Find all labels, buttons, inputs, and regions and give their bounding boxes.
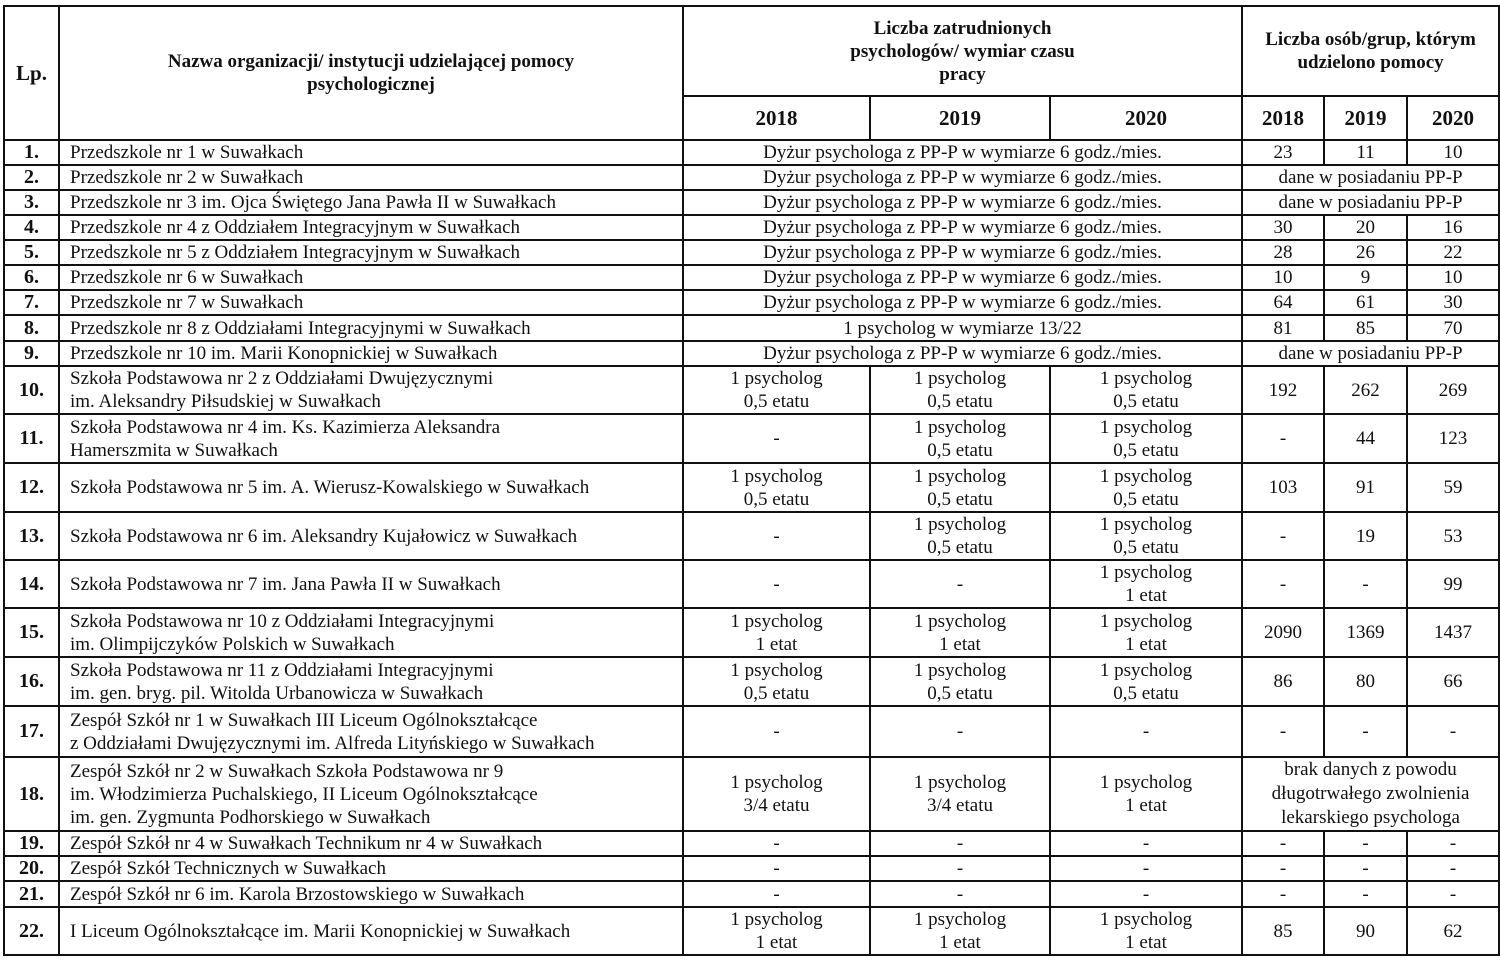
institution-name-line: Szkoła Podstawowa nr 7 im. Jana Pawła II w Suwałkach [70,573,501,595]
institution-name [59,366,683,414]
psychologist-line: 1 psycholog [913,514,1007,535]
institution-name-line: Szkoła Podstawowa nr 4 im. Ks. Kazimierza Aleksandra [70,416,501,438]
psychologist-line: - [956,883,964,905]
row-number: 7. [4,290,59,315]
persons-2020: 269 [1407,366,1499,414]
persons-2020: 62 [1407,907,1499,955]
persons-note-line: długotrwałego zwolnienia [1271,783,1470,804]
psychologist-line: 0,5 etatu [927,682,993,704]
persons-2019: 20 [1324,215,1407,240]
table-body [4,140,1499,955]
psychologist-line: 1 psycholog [730,368,823,389]
institution-name-line: im. gen. Zygmunta Podhorskiego w Suwałkach [70,806,431,828]
persons-2019: - [1324,831,1407,856]
persons-2018: 10 [1242,265,1324,290]
persons-2018: - [1242,856,1324,881]
institution-name [59,265,683,290]
institution-name-line: im. Olimpijczyków Polskich w Suwałkach [70,633,395,655]
persons-2019: 90 [1324,907,1407,955]
psychologist-line: 1 psycholog [913,909,1007,930]
psychologist-line: 1 psycholog [730,610,823,632]
psychologist-line: - [1142,721,1150,742]
psychologist-2020 [1050,512,1242,560]
table-row [4,831,1499,856]
table-row [4,907,1499,955]
persons-2020: 53 [1407,512,1499,560]
psychologist-2020 [1050,414,1242,463]
row-number: 8. [4,315,59,341]
psychologist-line: 0,5 etatu [1113,488,1179,510]
psychologist-line: 0,5 etatu [1113,391,1179,412]
psychologist-2018 [683,657,870,706]
persons-2019: 1369 [1324,608,1407,657]
psychologist-2018 [683,881,870,907]
table-row [4,240,1499,265]
psychologist-2018 [683,512,870,560]
psychologist-2020 [1050,706,1242,757]
institution-name-line: Przedszkole nr 10 im. Marii Konopnickiej w Suwałkach [70,343,498,364]
institution-name [59,608,683,657]
persons-2020: - [1407,856,1499,881]
psychologist-2020 [1050,907,1242,955]
psychologist-line: 0,5 etatu [927,537,993,558]
psychologist-line: - [956,858,964,879]
row-number: 22. [4,907,59,955]
psychologist-2019 [870,881,1050,907]
row-number: 6. [4,265,59,290]
persons-2018: 192 [1242,366,1324,414]
psychologist-duty: Dyżur psychologa z PP-P w wymiarze 6 godz./mies. [683,341,1242,366]
psychologist-2020 [1050,608,1242,657]
institution-name [59,831,683,856]
psychologist-duty: Dyżur psychologa z PP-P w wymiarze 6 godz./mies. [683,140,1242,165]
psychologist-line: 1 etat [939,633,981,655]
psychologist-2019 [870,856,1050,881]
psychologist-line: 1 psycholog [913,659,1007,681]
persons-2020: 123 [1407,414,1499,463]
psychologist-2019 [870,608,1050,657]
table-row [4,706,1499,757]
psychologist-2020 [1050,366,1242,414]
psychologist-2018 [683,831,870,856]
psychologist-duty: Dyżur psychologa z PP-P w wymiarze 6 godz./mies. [683,240,1242,265]
persons-2020: 22 [1407,240,1499,265]
persons-2018: - [1242,512,1324,560]
institution-name-line: im. Włodzimierza Puchalskiego, II Liceum Ogólnokształcące [70,783,538,805]
psychologist-line: - [773,883,780,905]
institution-name-line: Zespół Szkół nr 4 w Suwałkach Technikum nr 4 w Suwałkach [70,833,543,854]
psychologist-2020 [1050,757,1242,831]
persons-2019: 91 [1324,463,1407,512]
psychologist-line: 1 psycholog [1099,562,1193,583]
psychologist-line: - [1142,858,1150,879]
persons-2019: 19 [1324,512,1407,560]
psychologist-2018 [683,366,870,414]
institution-name [59,290,683,315]
psychologist-line: 0,5 etatu [743,682,810,704]
institution-name [59,341,683,366]
psychologist-line: 0,5 etatu [927,488,993,510]
psychologist-2018 [683,706,870,757]
psychologist-line: 1 etat [1125,633,1167,655]
row-number: 9. [4,341,59,366]
row-number: 20. [4,856,59,881]
header-persons: Liczba osób/grup, którym udzielono pomocy [1242,6,1499,96]
psychologist-2018 [683,856,870,881]
persons-note: dane w posiadaniu PP-P [1242,165,1499,190]
psychologist-line: 0,5 etatu [743,488,810,510]
row-number: 2. [4,165,59,190]
row-number: 11. [4,414,59,463]
institution-name [59,512,683,560]
table-row [4,140,1499,165]
institution-name-line: Przedszkole nr 5 z Oddziałem Integracyjnym w Suwałkach [70,242,521,263]
institution-name-line: Zespół Szkół Technicznych w Suwałkach [70,858,386,879]
persons-2019: 61 [1324,290,1407,315]
table-row [4,290,1499,315]
table-row [4,341,1499,366]
psychologist-line: 1 psycholog [730,659,823,681]
institution-name [59,560,683,608]
psychologist-2018 [683,463,870,512]
institution-name-line: Przedszkole nr 8 z Oddziałami Integracyjnymi w Suwałkach [70,317,531,339]
psychologists-table [3,5,1500,956]
persons-2018: 81 [1242,315,1324,341]
psychologist-duty: Dyżur psychologa z PP-P w wymiarze 6 godz./mies. [683,265,1242,290]
institution-name-line: Szkoła Podstawowa nr 11 z Oddziałami Integracyjnymi [70,659,494,681]
institution-name [59,706,683,757]
psychologist-line: 0,5 etatu [927,391,993,412]
psychologist-line: 1 etat [1125,795,1167,816]
psychologist-line: 1 psycholog [730,772,823,793]
institution-name-line: I Liceum Ogólnokształcące im. Marii Konopnickiej w Suwałkach [70,920,571,942]
institution-name [59,414,683,463]
row-number: 18. [4,757,59,831]
psychologist-line: 0,5 etatu [927,439,993,461]
psychologist-line: - [1142,833,1150,854]
psychologist-2019 [870,463,1050,512]
psychologist-line: - [1142,883,1150,905]
persons-2020: - [1407,831,1499,856]
persons-2018: 86 [1242,657,1324,706]
persons-2020: - [1407,881,1499,907]
table-row [4,265,1499,290]
persons-2019: 9 [1324,265,1407,290]
persons-2018: - [1242,831,1324,856]
institution-name [59,315,683,341]
psychologist-line: - [956,721,964,742]
persons-2018: 85 [1242,907,1324,955]
persons-2019: 44 [1324,414,1407,463]
psychologist-duty: Dyżur psychologa z PP-P w wymiarze 6 godz./mies. [683,165,1242,190]
institution-name-line: im. Aleksandry Piłsudskiej w Suwałkach [70,391,381,412]
persons-2019: 80 [1324,657,1407,706]
institution-name [59,907,683,955]
persons-2020: 10 [1407,265,1499,290]
persons-2020: 99 [1407,560,1499,608]
persons-2020: 66 [1407,657,1499,706]
psychologist-line: - [773,858,780,879]
psychologist-line: 1 psycholog [913,416,1007,438]
header-psych-2020: 2020 [1050,96,1242,140]
row-number: 1. [4,140,59,165]
psychologist-line: - [773,833,780,854]
header-psych-2018: 2018 [683,96,870,140]
persons-2019: - [1324,856,1407,881]
psychologist-2018 [683,907,870,955]
institution-name-line: Przedszkole nr 1 w Suwałkach [70,142,304,163]
institution-name [59,240,683,265]
table-row [4,856,1499,881]
psychologist-line: 1 psycholog [1099,514,1193,535]
institution-name [59,463,683,512]
institution-name-line: Przedszkole nr 3 im. Ojca Świętego Jana Pawła II w Suwałkach [70,192,556,213]
institution-name [59,190,683,215]
institution-name [59,657,683,706]
header-persons-2018: 2018 [1242,96,1324,140]
psychologist-line: 1 psycholog [913,465,1007,487]
table-row [4,881,1499,907]
table-row [4,190,1499,215]
persons-2018: 23 [1242,140,1324,165]
psychologist-line: 1 etat [1125,585,1167,606]
header-persons-2020: 2020 [1407,96,1499,140]
institution-name-line: Szkoła Podstawowa nr 2 z Oddziałami Dwujęzycznymi [70,368,494,389]
institution-name [59,165,683,190]
persons-note: dane w posiadaniu PP-P [1242,190,1499,215]
header-lp: Lp. [4,6,59,140]
table-row [4,463,1499,512]
persons-2020: 10 [1407,140,1499,165]
psychologist-line: - [773,428,780,449]
psychologist-duty: Dyżur psychologa z PP-P w wymiarze 6 godz./mies. [683,190,1242,215]
persons-2019: 11 [1324,140,1407,165]
institution-name-line: z Oddziałami Dwujęzycznymi im. Alfreda Lityńskiego w Suwałkach [70,732,595,754]
psychologist-2020 [1050,856,1242,881]
row-number: 5. [4,240,59,265]
persons-2020: - [1407,706,1499,757]
psychologist-2019 [870,414,1050,463]
psychologist-line: 1 psycholog [913,610,1007,632]
institution-name-line: Przedszkole nr 2 w Suwałkach [70,167,304,188]
persons-2020: 1437 [1407,608,1499,657]
psychologist-line: 1 psycholog [730,909,823,930]
psychologist-duty: 1 psycholog w wymiarze 13/22 [683,315,1242,341]
row-number: 21. [4,881,59,907]
table-row [4,366,1499,414]
table-row [4,215,1499,240]
psychologist-2019 [870,706,1050,757]
table-row [4,165,1499,190]
table-row [4,512,1499,560]
institution-name-line: Hamerszmita w Suwałkach [70,439,278,461]
persons-2020: 70 [1407,315,1499,341]
psychologist-line: 1 psycholog [1099,610,1193,632]
persons-2019: - [1324,881,1407,907]
psychologist-line: 3/4 etatu [743,795,810,816]
persons-note [1242,757,1499,831]
persons-2018: - [1242,560,1324,608]
row-number: 15. [4,608,59,657]
psychologist-line: 1 psycholog [1099,909,1193,930]
persons-2018: 64 [1242,290,1324,315]
persons-2019: - [1324,706,1407,757]
institution-name [59,757,683,831]
psychologist-line: - [773,721,780,742]
row-number: 17. [4,706,59,757]
row-number: 4. [4,215,59,240]
institution-name-line: Szkoła Podstawowa nr 6 im. Aleksandry Kujałowicz w Suwałkach [70,525,578,547]
table-row [4,757,1499,831]
institution-name [59,856,683,881]
psychologist-duty: Dyżur psychologa z PP-P w wymiarze 6 godz./mies. [683,215,1242,240]
table-row [4,315,1499,341]
row-number: 12. [4,463,59,512]
row-number: 3. [4,190,59,215]
persons-2018: 30 [1242,215,1324,240]
psychologist-line: 3/4 etatu [927,795,993,816]
header-psychologists: Liczba zatrudnionych psychologów/ wymiar czasu pracy [683,6,1242,96]
psychologist-line: 1 psycholog [1099,416,1193,438]
psychologist-line: 1 etat [939,932,981,953]
table-row [4,657,1499,706]
persons-note-line: brak danych z powodu [1284,759,1457,780]
psychologist-2018 [683,757,870,831]
institution-name [59,215,683,240]
psychologist-2020 [1050,560,1242,608]
institution-name [59,881,683,907]
psychologist-line: 0,5 etatu [1113,682,1179,704]
row-number: 19. [4,831,59,856]
psychologist-line: - [773,525,780,547]
institution-name-line: Szkoła Podstawowa nr 5 im. A. Wierusz-Kowalskiego w Suwałkach [70,477,590,498]
psychologist-2020 [1050,881,1242,907]
psychologist-2019 [870,831,1050,856]
persons-2018: - [1242,414,1324,463]
psychologist-line: 0,5 etatu [1113,439,1179,461]
header-persons-2019: 2019 [1324,96,1407,140]
row-number: 13. [4,512,59,560]
psychologist-2019 [870,657,1050,706]
psychologist-2018 [683,560,870,608]
persons-2019: - [1324,560,1407,608]
institution-name-line: Przedszkole nr 4 z Oddziałem Integracyjnym w Suwałkach [70,217,521,238]
persons-2019: 26 [1324,240,1407,265]
psychologist-line: 0,5 etatu [743,391,810,412]
psychologist-line: 1 psycholog [1099,368,1193,389]
institution-name-line: Przedszkole nr 6 w Suwałkach [70,267,304,288]
psychologist-2018 [683,414,870,463]
header-name: Nazwa organizacji/ instytucji udzielającej pomocy psychologicznej [59,6,683,140]
institution-name-line: Zespół Szkół nr 1 w Suwałkach III Liceum Ogólnokształcące [70,709,538,731]
table-row [4,414,1499,463]
psychologist-2020 [1050,463,1242,512]
table-row [4,608,1499,657]
psychologist-line: 0,5 etatu [1113,537,1179,558]
persons-2020: 30 [1407,290,1499,315]
persons-2018: - [1242,881,1324,907]
row-number: 10. [4,366,59,414]
psychologist-2018 [683,608,870,657]
header-psych-2019: 2019 [870,96,1050,140]
persons-note: dane w posiadaniu PP-P [1242,341,1499,366]
institution-name-line: Szkoła Podstawowa nr 10 z Oddziałami Integracyjnymi [70,610,495,632]
psychologist-line: 1 psycholog [730,465,823,487]
psychologist-line: 1 psycholog [1099,772,1193,793]
psychologist-line: 1 psycholog [1099,659,1193,681]
psychologist-line: 1 etat [755,633,798,655]
table-row [4,560,1499,608]
psychologist-2019 [870,907,1050,955]
psychologist-line: - [956,833,964,854]
psychologist-line: 1 psycholog [1099,465,1193,487]
psychologist-2019 [870,512,1050,560]
institution-name-line: Zespół Szkół nr 2 w Suwałkach Szkoła Podstawowa nr 9 [70,760,504,782]
persons-2019: 85 [1324,315,1407,341]
persons-2018: 103 [1242,463,1324,512]
row-number: 16. [4,657,59,706]
psychologist-2019 [870,560,1050,608]
psychologist-2020 [1050,831,1242,856]
psychologist-2019 [870,366,1050,414]
psychologist-line: - [956,573,964,595]
psychologist-2019 [870,757,1050,831]
row-number: 14. [4,560,59,608]
psychologist-line: 1 psycholog [913,772,1007,793]
psychologist-line: 1 etat [1125,932,1167,953]
psychologist-line: 1 psycholog [913,368,1007,389]
persons-2018: 2090 [1242,608,1324,657]
institution-name-line: im. gen. bryg. pil. Witolda Urbanowicza w Suwałkach [70,682,484,704]
psychologist-line: 1 etat [755,932,798,953]
persons-2018: 28 [1242,240,1324,265]
psychologist-duty: Dyżur psychologa z PP-P w wymiarze 6 godz./mies. [683,290,1242,315]
persons-2018: - [1242,706,1324,757]
persons-note-line: lekarskiego psychologa [1281,807,1460,828]
psychologist-2020 [1050,657,1242,706]
institution-name [59,140,683,165]
institution-name-line: Przedszkole nr 7 w Suwałkach [70,292,304,313]
persons-2020: 59 [1407,463,1499,512]
persons-2020: 16 [1407,215,1499,240]
persons-2019: 262 [1324,366,1407,414]
psychologist-line: - [773,573,780,595]
institution-name-line: Zespół Szkół nr 6 im. Karola Brzostowskiego w Suwałkach [70,883,525,905]
